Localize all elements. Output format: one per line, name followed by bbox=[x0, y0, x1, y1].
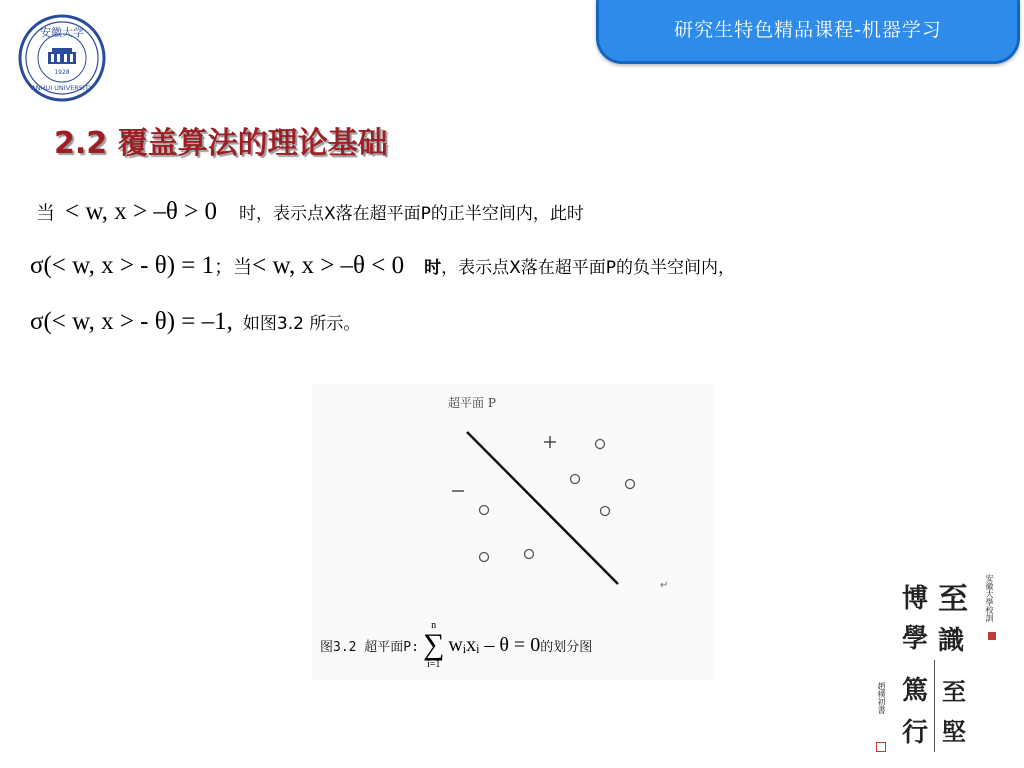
point-negative bbox=[480, 506, 489, 515]
calli-col2-top: 至 bbox=[938, 582, 968, 617]
line2-math1: σ(< w, x > - θ) = 1 bbox=[30, 252, 215, 279]
hyperplane-plot bbox=[312, 384, 714, 614]
calli-col2-bottom: 識 bbox=[938, 626, 965, 656]
calli-col4-bottom: 堅 bbox=[942, 717, 966, 746]
logo-university: ANHUI UNIVERSITY bbox=[31, 84, 93, 92]
calli-col3-top: 篤 bbox=[902, 676, 929, 706]
text-line-1 bbox=[36, 198, 584, 226]
figure-caption bbox=[320, 610, 592, 680]
point-positive bbox=[596, 440, 605, 449]
caption-suffix: 的划分图 bbox=[540, 639, 593, 655]
text-line-3 bbox=[30, 308, 360, 336]
seal-stamp-icon bbox=[876, 742, 886, 752]
caption-prefix: 图3.2 超平面P: bbox=[320, 639, 419, 655]
slide-title: 2.2 覆盖算法的理论基础 bbox=[54, 126, 388, 161]
university-logo bbox=[18, 14, 106, 102]
line1-prefix: 当 bbox=[36, 202, 56, 224]
calli-col3-bottom: 行 bbox=[902, 718, 929, 748]
calligraphy-motto bbox=[868, 574, 1000, 754]
logo-name: 安徽大学 bbox=[40, 26, 84, 39]
calli-col4-top: 至 bbox=[942, 677, 966, 706]
summation-symbol bbox=[423, 620, 444, 670]
sigma-icon: ∑ bbox=[422, 628, 445, 661]
point-positive bbox=[626, 480, 635, 489]
seal-stamp-icon bbox=[988, 632, 996, 640]
point-negative bbox=[480, 553, 489, 562]
calli-small-top: 安徽大學校訓 bbox=[985, 574, 994, 622]
caption-math: wᵢxᵢ – θ = 0 bbox=[448, 633, 541, 656]
banner-text: 研究生特色精品课程-机器学习 bbox=[674, 19, 942, 41]
line1-math: < w, x > –θ > 0 bbox=[65, 198, 217, 225]
point-positive bbox=[601, 507, 610, 516]
hyperplane-label: 超平面 P bbox=[448, 396, 496, 410]
logo-year: 1928 bbox=[54, 69, 70, 76]
calli-small-bottom: 趙樸初書 bbox=[877, 682, 886, 714]
course-banner bbox=[596, 0, 1020, 64]
line3-math: σ(< w, x > - θ) = –1, bbox=[30, 308, 233, 335]
line2-math2: < w, x > –θ < 0 bbox=[252, 252, 405, 279]
line2-text: ，表示点X落在超平面P的负半空间内， bbox=[441, 258, 736, 278]
sum-upper: n bbox=[431, 620, 437, 631]
hyperplane-line bbox=[467, 432, 618, 584]
plus-sign bbox=[544, 436, 556, 448]
line3-text: 如图3.2 所示。 bbox=[242, 314, 361, 334]
line1-text: 时，表示点X落在超平面P的正半空间内，此时 bbox=[238, 204, 584, 224]
sum-lower: i=1 bbox=[426, 659, 441, 670]
line2-text-bold: 时 bbox=[424, 258, 442, 278]
calli-col1-bottom: 學 bbox=[902, 624, 929, 654]
calli-divider bbox=[934, 660, 935, 752]
calli-col1-top: 博 bbox=[902, 584, 929, 614]
point-negative bbox=[525, 550, 534, 559]
line2-sep: ；当 bbox=[214, 256, 253, 278]
return-mark: ↵ bbox=[660, 580, 669, 591]
text-line-2 bbox=[30, 252, 735, 280]
point-positive bbox=[571, 475, 580, 484]
